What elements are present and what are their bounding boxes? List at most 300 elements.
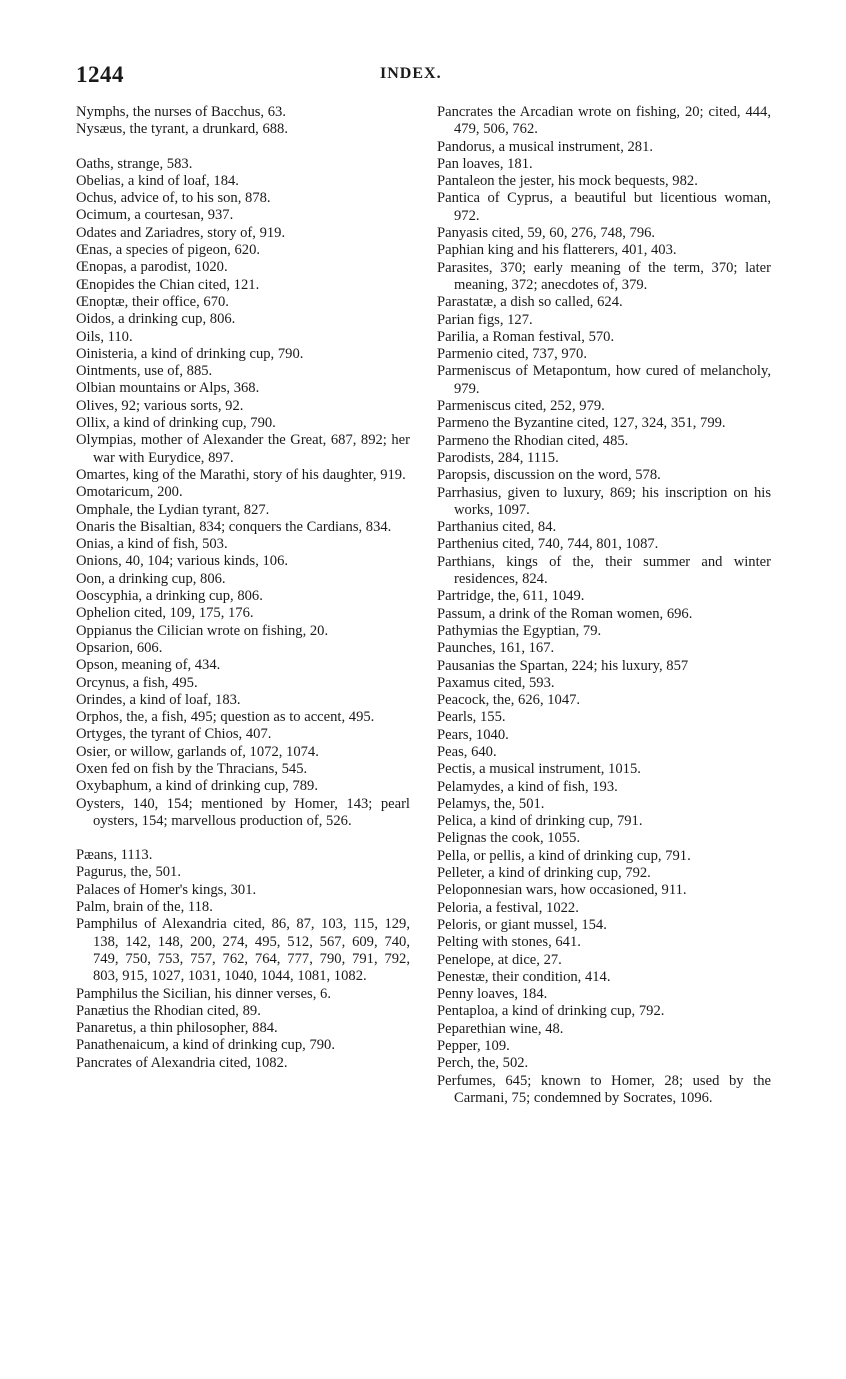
index-entry: [437, 173, 771, 190]
entry-text: , strange, 583.: [110, 155, 193, 172]
index-entry: [437, 467, 771, 484]
entry-text: , a musical instrument, 281.: [491, 138, 654, 155]
index-entry: [76, 104, 410, 121]
entry-text: , a fish, 495.: [125, 674, 198, 691]
entry-heading: Pentaploa: [437, 1003, 495, 1020]
entry-heading: Parmeniscus of Metapontum: [437, 363, 608, 380]
entry-heading: Parmeno the Byzantine: [437, 415, 574, 432]
index-entry: [437, 882, 771, 899]
index-entry: [437, 658, 771, 675]
entry-text: of Homer's kings, 301.: [119, 881, 257, 898]
entry-text: , or pellis, a kind of drinking cup, 791.: [466, 847, 691, 864]
entry-heading: Pelamys: [437, 795, 487, 812]
entry-heading: Paphian king: [437, 242, 514, 259]
entry-heading: Ollix: [76, 415, 106, 432]
entry-text: cited, 84.: [498, 519, 557, 536]
entry-text: , 284, 1115.: [490, 449, 559, 466]
index-entry: [76, 588, 410, 605]
index-entry: [76, 675, 410, 692]
index-entry: [76, 207, 410, 224]
index-entry: [437, 242, 771, 259]
entry-heading: Panaretus: [76, 1020, 133, 1037]
entry-text: , 224; his luxury, 857: [564, 657, 689, 674]
entry-text: wrote on fishing, 20.: [203, 622, 329, 639]
entry-heading: Passum: [437, 605, 482, 622]
entry-text: , a courtesan, 937.: [127, 207, 234, 224]
entry-text: , a kind of drinking cup, 791.: [472, 813, 643, 830]
entry-heading: Pathymias the Egyptian: [437, 622, 576, 639]
index-entry: [76, 847, 410, 864]
entry-heading: Pelting: [437, 934, 479, 951]
entry-text: , 370; early meaning of the term, 370; later meaning, 372; anecdotes of, 379.: [454, 259, 771, 293]
entry-text: , or willow, garlands of, 1072, 1074.: [107, 743, 319, 760]
entry-heading: Pelamydes: [437, 778, 501, 795]
entry-heading: Ocimum: [76, 207, 128, 224]
index-entry: [437, 969, 771, 986]
entry-text: , the, a fish, 495; question as to accent, 495.: [118, 709, 375, 726]
entry-heading: Oysters: [76, 795, 121, 812]
index-entry: [76, 432, 410, 467]
index-entry: [76, 467, 410, 484]
entry-text: cited, 740, 744, 801, 1087.: [498, 536, 659, 553]
index-entry: [76, 882, 410, 899]
index-entry: [76, 640, 410, 657]
entry-text: cited, 121.: [194, 276, 260, 293]
entry-heading: Pausanias the Spartan: [437, 657, 565, 674]
entry-heading: Ointments: [76, 363, 137, 380]
entry-heading: Partridge: [437, 588, 491, 605]
entry-heading: Pan loaves: [437, 155, 500, 172]
left-column: [76, 104, 410, 1072]
entry-heading: Omphale: [76, 501, 130, 518]
index-entry: [437, 934, 771, 951]
entry-heading: Pæans: [76, 847, 114, 864]
entry-text: cited, 89.: [203, 1002, 261, 1019]
entry-heading: Parian figs: [437, 311, 500, 328]
index-entry: [76, 692, 410, 709]
entry-text: , his mock bequests, 982.: [550, 173, 698, 190]
entry-heading: Parmeniscus: [437, 398, 511, 415]
entry-heading: Parasites: [437, 259, 489, 276]
entry-heading: Pantica of Cyprus: [437, 190, 550, 207]
entry-text: , a kind of drinking cup, 792.: [481, 865, 651, 882]
index-entry: [76, 899, 410, 916]
index-entry: [437, 675, 771, 692]
entry-heading: Oxen: [76, 760, 108, 777]
entry-text: , the, 626, 1047.: [485, 692, 581, 709]
entry-text: cited, 1082.: [215, 1054, 288, 1071]
index-entry: [76, 225, 410, 242]
index-entry: [437, 830, 771, 847]
index-entry: [437, 779, 771, 796]
entry-text: , 92; various sorts, 92.: [114, 397, 244, 414]
index-entry: [76, 1055, 410, 1072]
entry-text: cited, 127, 324, 351, 799.: [573, 415, 726, 432]
entry-heading: Orindes: [76, 691, 123, 708]
entry-heading: Panyasis: [437, 225, 489, 242]
index-entry: [437, 398, 771, 415]
index-entry: [437, 606, 771, 623]
entry-text: , advice of, to his son, 878.: [113, 190, 271, 207]
entry-text: , a beautiful but licentious woman, 972.: [454, 190, 771, 224]
entry-text: , the, 611, 1049.: [490, 588, 585, 605]
entry-heading: Perfumes: [437, 1072, 493, 1089]
entry-text: , how cured of melancholy, 979.: [454, 363, 771, 397]
entry-text: , 161, 167.: [492, 640, 555, 657]
index-entry: [76, 571, 410, 588]
index-entry: [76, 623, 410, 640]
index-entry: [76, 415, 410, 432]
entry-heading: Odates and Zariadres: [76, 224, 200, 241]
entry-text: , king of the Marathi, story of his daughter, 919.: [125, 466, 406, 483]
index-entry: [437, 986, 771, 1003]
entry-text: with stones, 641.: [478, 934, 581, 951]
entry-heading: Pears: [437, 726, 469, 743]
entry-text: fed on fish by the Thracians, 545.: [107, 760, 308, 777]
entry-heading: Oon: [76, 570, 102, 587]
entry-heading: Parthenius: [437, 536, 499, 553]
entry-text: , a drinking cup, 806.: [101, 570, 226, 587]
entry-heading: Penelope: [437, 951, 491, 968]
entry-text: , a drinking cup, 806.: [138, 588, 263, 605]
index-entry: [437, 329, 771, 346]
entry-text: cited, 109, 175, 176.: [130, 605, 254, 622]
entry-text: , 155.: [472, 709, 506, 726]
entry-heading: Parmenio: [437, 346, 493, 363]
index-entry: [437, 156, 771, 173]
index-entry: [437, 761, 771, 778]
index-entry: [76, 242, 410, 259]
index-entry: [76, 657, 410, 674]
entry-text: , 640.: [463, 743, 497, 760]
entry-heading: Pamphilus the Sicilian: [76, 985, 208, 1002]
entry-text: , 110.: [100, 328, 133, 345]
entry-text: , a kind of drinking cup, 789.: [148, 778, 318, 795]
entry-heading: Parthians: [437, 553, 492, 570]
entry-heading: Olympias: [76, 432, 133, 449]
entry-heading: Olives: [76, 397, 115, 414]
entry-heading: Pandorus: [437, 138, 492, 155]
entry-text: , a dish so called, 624.: [492, 294, 623, 311]
index-entry: [437, 1073, 771, 1108]
entry-heading: Pella: [437, 847, 467, 864]
index-entry: [437, 346, 771, 363]
entry-heading: Œnoptæ: [76, 293, 125, 310]
index-entry: [437, 190, 771, 225]
entry-text: , a kind of loaf, 183.: [122, 691, 241, 708]
entry-heading: Omotaricum: [76, 484, 150, 501]
entry-heading: Ochus: [76, 190, 114, 207]
entry-text: , a musical instrument, 1015.: [471, 761, 641, 778]
entry-heading: Perch: [437, 1055, 471, 1072]
index-entry: [76, 916, 410, 985]
index-entry: [437, 363, 771, 398]
entry-heading: Peloponnesian wars: [437, 882, 554, 899]
index-entry: [437, 450, 771, 467]
entry-heading: Palaces: [76, 881, 120, 898]
entry-text: , the Lydian tyrant, 827.: [129, 501, 270, 518]
entry-heading: Pepper: [437, 1038, 477, 1055]
index-entry: [76, 121, 410, 138]
entry-text: , at dice, 27.: [490, 951, 562, 968]
index-entry: [76, 744, 410, 761]
entry-heading: Olbian mountains or Alps: [76, 380, 227, 397]
entry-text: , mother of Alexander the Great, 687, 892; her war with Eurydice, 897.: [93, 432, 410, 466]
index-entry: [437, 415, 771, 432]
entry-text: , a drink of the Roman women, 696.: [481, 605, 693, 622]
entry-heading: Palm: [76, 899, 106, 916]
entry-text: , 1113.: [113, 847, 153, 864]
entry-heading: Parthanius: [437, 519, 499, 536]
entry-heading: Peparethian wine: [437, 1020, 538, 1037]
index-entry: [437, 433, 771, 450]
entry-text: , the tyrant, a drunkard, 688.: [122, 121, 288, 138]
index-entry: [76, 1020, 410, 1037]
entry-text: cited, 59, 60, 276, 748, 796.: [488, 225, 656, 242]
entry-heading: Paunches: [437, 640, 493, 657]
entry-heading: Parmeno the Rhodian: [437, 432, 564, 449]
index-entry: [76, 259, 410, 276]
index-entry: [437, 709, 771, 726]
entry-text: , 127.: [499, 311, 533, 328]
index-entry: [76, 709, 410, 726]
entry-heading: Parilia: [437, 328, 476, 345]
index-entry: [437, 917, 771, 934]
entry-text: , 200.: [149, 484, 183, 501]
entry-text: , a kind of drinking cup, 790.: [165, 1037, 335, 1054]
entry-text: , how occasioned, 911.: [553, 882, 687, 899]
entry-heading: Panætius the Rhodian: [76, 1002, 204, 1019]
entry-heading: Pelleter: [437, 865, 481, 882]
entry-heading: Panathenaicum: [76, 1037, 166, 1054]
entry-heading: Parrhasius: [437, 484, 498, 501]
index-entry: [76, 726, 410, 743]
index-entry: [437, 139, 771, 156]
index-entry: [76, 363, 410, 380]
entry-heading: Paxamus: [437, 674, 490, 691]
entry-heading: Obelias: [76, 172, 121, 189]
index-entry: [76, 778, 410, 795]
entry-text: , a kind of loaf, 184.: [120, 172, 239, 189]
entry-text: , 184.: [514, 986, 548, 1003]
entry-text: cited, 485.: [563, 432, 629, 449]
entry-text: , 48.: [537, 1020, 564, 1037]
entry-text: , a kind of drinking cup, 790.: [106, 415, 276, 432]
index-entry: [76, 294, 410, 311]
index-entry: [76, 190, 410, 207]
entry-text: , 140, 154; mentioned by Homer, 143; pearl oysters, 154; marvellous production of, 526.: [93, 795, 410, 829]
entry-heading: Pearls: [437, 709, 473, 726]
index-entry: [437, 1021, 771, 1038]
entry-text: and his flatterers, 401, 403.: [513, 242, 677, 259]
section-gap: [76, 139, 410, 156]
index-entry: [437, 260, 771, 295]
index-entry: [76, 277, 410, 294]
index-entry: [437, 848, 771, 865]
entry-text: , kings of the, their summer and winter residences, 824.: [454, 553, 771, 588]
entry-text: , 1040.: [468, 726, 509, 743]
entry-heading: Oxybaphum: [76, 778, 149, 795]
index-entry: [76, 398, 410, 415]
entry-heading: Ortyges: [76, 726, 123, 743]
entry-text: wrote on fishing, 20; cited, 444, 479, 506, 762.: [454, 104, 771, 138]
entry-text: the cook, 1055.: [486, 830, 581, 847]
entry-heading: Œnas: [76, 242, 109, 259]
entry-text: , the, 501.: [123, 864, 181, 881]
entry-heading: Penny loaves: [437, 986, 515, 1003]
index-entry: [76, 605, 410, 622]
entry-heading: Opson: [76, 657, 115, 674]
entry-text: , 181.: [499, 155, 533, 172]
entry-heading: Œnopides the Chian: [76, 276, 195, 293]
running-head: INDEX.: [380, 65, 442, 82]
index-entry: [437, 813, 771, 830]
index-entry: [437, 623, 771, 640]
index-entry: [437, 1038, 771, 1055]
entry-heading: Pelica: [437, 813, 473, 830]
page-number: 1244: [76, 62, 124, 87]
entry-text: , their condition, 414.: [484, 968, 611, 985]
entry-heading: Parodists: [437, 449, 491, 466]
entry-text: , their office, 670.: [124, 293, 229, 310]
index-entry: [76, 173, 410, 190]
entry-heading: Pancrates of Alexandria: [76, 1054, 216, 1071]
entry-text: , brain of the, 118.: [106, 899, 213, 916]
entry-text: cited, 86, 87, 103, 115, 129, 138, 142, 148, 200, 274, 495, 512, 567, 609, 740, 749, 750, 753, 757, 762, 764, 777, 790, 791, 792, 803, 915, 1027, 1031, 1040, 1044, 1081, 1082.: [93, 916, 410, 985]
entry-text: , a parodist, 1020.: [123, 259, 228, 276]
index-entry: [76, 864, 410, 881]
entry-text: , or giant mussel, 154.: [477, 916, 607, 933]
entry-text: , the nurses of Bacchus, 63.: [125, 104, 286, 120]
entry-text: cited, 593.: [489, 674, 555, 691]
index-entry: [437, 727, 771, 744]
entry-heading: Parastatæ: [437, 294, 493, 311]
section-gap: [76, 830, 410, 847]
entry-text: , a species of pigeon, 620.: [108, 242, 261, 259]
entry-text: , 368.: [226, 380, 260, 397]
entry-text: , a Roman festival, 570.: [475, 328, 615, 345]
index-entry: [437, 588, 771, 605]
index-entry: [437, 554, 771, 589]
entry-text: , given to luxury, 869; his inscription on his works, 1097.: [454, 484, 771, 518]
index-entry: [76, 1037, 410, 1054]
entry-text: , a festival, 1022.: [478, 899, 579, 916]
index-entry: [76, 329, 410, 346]
entry-text: , 40, 104; various kinds, 106.: [118, 553, 289, 570]
entry-heading: Œnopas: [76, 259, 124, 276]
entry-heading: Oppianus the Cilician: [76, 622, 204, 639]
entry-heading: Pancrates the Arcadian: [437, 104, 574, 120]
entry-text: , his dinner verses, 6.: [207, 985, 331, 1002]
entry-text: cited, 252, 979.: [510, 398, 605, 415]
index-entry: [437, 692, 771, 709]
index-entry: [76, 536, 410, 553]
entry-heading: Ooscyphia: [76, 588, 139, 605]
entry-text: , 645; known to Homer, 28; used by the Carmani, 75; condemned by Socrates, 1096.: [454, 1072, 771, 1106]
entry-text: , a kind of drinking cup, 790.: [133, 345, 304, 362]
index-entry: [76, 484, 410, 501]
entry-text: , a thin philosopher, 884.: [132, 1020, 278, 1037]
entry-text: , story of, 919.: [200, 224, 286, 241]
index-entry: [76, 380, 410, 397]
entry-heading: Orphos: [76, 709, 119, 726]
index-entry: [437, 1055, 771, 1072]
entry-heading: Oinisteria: [76, 345, 134, 362]
index-entry: [437, 104, 771, 139]
entry-text: , a kind of drinking cup, 792.: [494, 1003, 665, 1020]
entry-text: , the tyrant of Chios, 407.: [122, 726, 272, 743]
entry-text: , a kind of fish, 193.: [500, 778, 618, 795]
entry-heading: Penestæ: [437, 968, 485, 985]
index-entry: [437, 900, 771, 917]
right-column: [437, 104, 771, 1107]
entry-text: , 834; conquers the Cardians, 834.: [191, 518, 392, 535]
entry-heading: Peloria: [437, 899, 479, 916]
entry-text: , discussion on the word, 578.: [486, 467, 661, 484]
entry-heading: Opsarion: [76, 639, 130, 656]
entry-text: , a drinking cup, 806.: [110, 311, 236, 328]
entry-heading: Osier: [76, 743, 108, 760]
index-entry: [437, 225, 771, 242]
entry-heading: Oidos: [76, 311, 111, 328]
entry-heading: Pamphilus of Alexandria: [76, 916, 227, 933]
index-entry: [437, 485, 771, 520]
index-entry: [76, 502, 410, 519]
index-entry: [437, 1003, 771, 1020]
entry-heading: Nysæus: [76, 121, 123, 138]
index-entry: [76, 761, 410, 778]
entry-text: , use of, 885.: [136, 363, 213, 380]
entry-heading: Onions: [76, 553, 119, 570]
index-entry: [437, 519, 771, 536]
entry-heading: Oils: [76, 328, 101, 345]
index-entry: [76, 156, 410, 173]
entry-text: , 606.: [129, 639, 163, 656]
entry-heading: Pelignas: [437, 830, 487, 847]
index-entry: [437, 640, 771, 657]
index-entry: [437, 312, 771, 329]
entry-text: , meaning of, 434.: [114, 657, 221, 674]
entry-heading: Peacock: [437, 692, 486, 709]
index-entry: [437, 536, 771, 553]
entry-text: , 109.: [476, 1038, 510, 1055]
entry-heading: Orcynus: [76, 674, 126, 691]
index-entry: [76, 519, 410, 536]
entry-text: , 79.: [575, 622, 602, 639]
entry-text: cited, 737, 970.: [492, 346, 587, 363]
entry-heading: Pantaleon the jester: [437, 173, 551, 190]
entry-heading: Onaris the Bisaltian: [76, 518, 192, 535]
entry-heading: Nymphs: [76, 104, 126, 120]
index-entry: [76, 311, 410, 328]
index-entry: [437, 744, 771, 761]
entry-heading: Pectis: [437, 761, 472, 778]
index-entry: [76, 346, 410, 363]
entry-heading: Peas: [437, 743, 464, 760]
index-entry: [437, 952, 771, 969]
entry-heading: Onias: [76, 536, 111, 553]
entry-heading: Oaths: [76, 155, 111, 172]
index-entry: [76, 1003, 410, 1020]
entry-heading: Omartes: [76, 466, 126, 483]
index-entry: [76, 796, 410, 831]
entry-heading: Pagurus: [76, 864, 124, 881]
index-entry: [76, 553, 410, 570]
entry-heading: Paropsis: [437, 467, 487, 484]
entry-text: , the, 502.: [470, 1055, 529, 1072]
entry-text: , a kind of fish, 503.: [110, 536, 228, 553]
entry-heading: Ophelion: [76, 605, 131, 622]
